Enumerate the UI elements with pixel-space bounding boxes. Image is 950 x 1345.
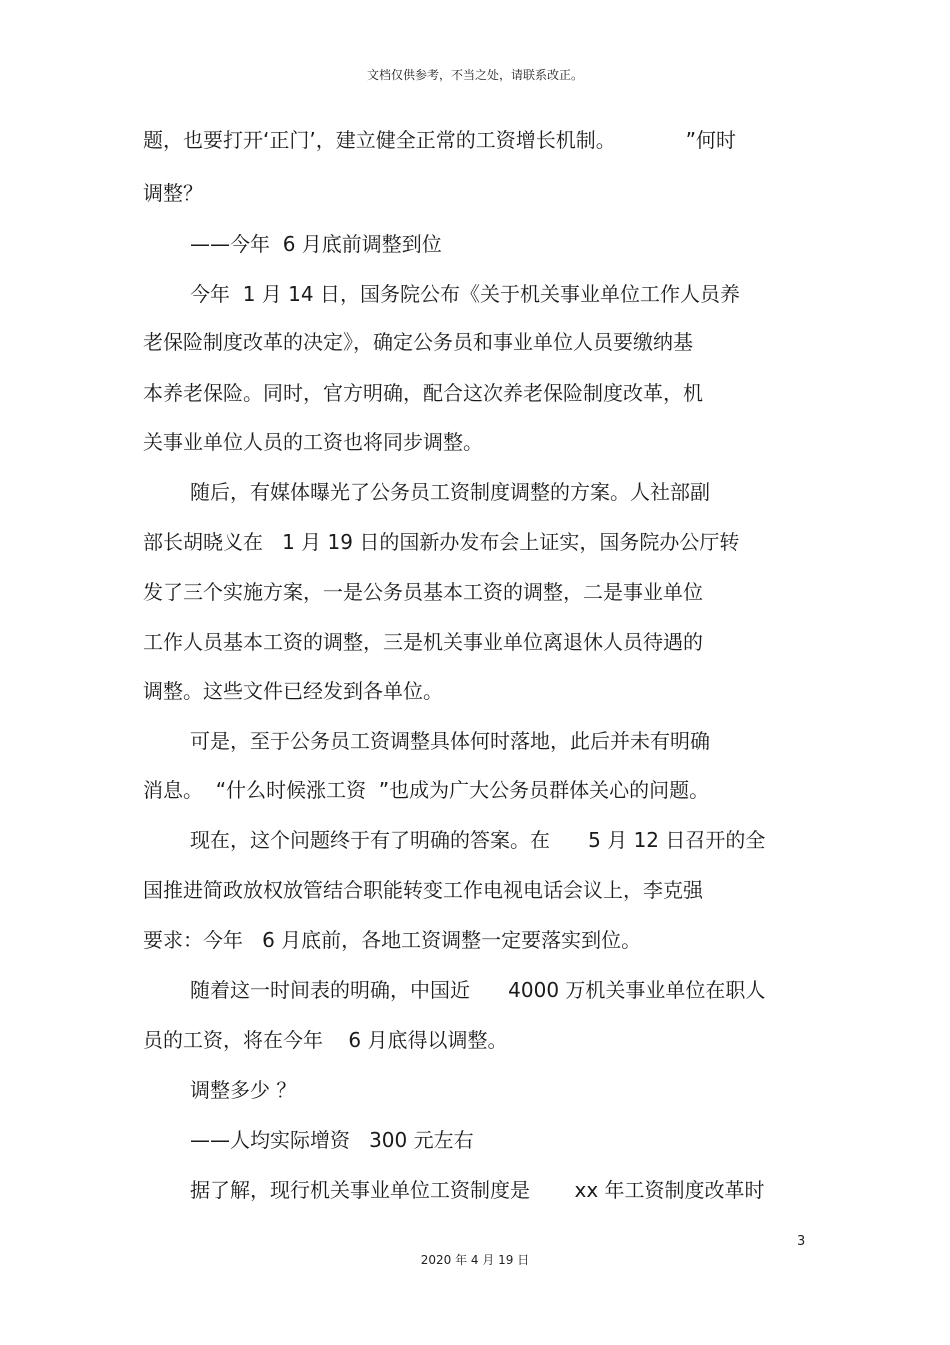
body-line: 随后，有媒体曝光了公务员工资制度调整的方案。人社部副 (190, 480, 710, 504)
body-line: 题，也要打开‘正门’，建立健全正常的工资增长机制。 ”何时 (143, 128, 737, 152)
body-line: ——人均实际增资 300 元左右 (190, 1128, 474, 1152)
body-line: 消息。 “什么时候涨工资 ”也成为广大公务员群体关心的问题。 (143, 778, 710, 802)
body-line: 要求：今年 6 月底前，各地工资调整一定要落实到位。 (143, 928, 642, 952)
body-line: 据了解，现行机关事业单位工资制度是 xx 年工资制度改革时 (190, 1178, 765, 1202)
body-line: 今年 1 月 14 日，国务院公布《关于机关事业单位工作人员养 (190, 282, 740, 306)
body-line: 员的工资，将在今年 6 月底得以调整。 (143, 1028, 508, 1052)
body-line: 现在，这个问题终于有了明确的答案。在 5 月 12 日召开的全 (190, 828, 766, 852)
footer-date: 2020 年 4 月 19 日 (420, 1253, 530, 1267)
body-line: 老保险制度改革的决定》，确定公务员和事业单位人员要缴纳基 (143, 330, 693, 354)
body-line: 国推进简政放权放管结合职能转变工作电视电话会议上，李克强 (143, 878, 703, 902)
body-line: 工作人员基本工资的调整，三是机关事业单位离退休人员待遇的 (143, 630, 703, 654)
body-line: 本养老保险。同时，官方明确，配合这次养老保险制度改革，机 (143, 381, 703, 405)
page-header-note: 文档仅供参考，不当之处，请联系改正。 (366, 68, 583, 82)
body-line: 调整多少 ？ (190, 1078, 297, 1102)
body-line: 部长胡晓义在 1 月 19 日的国新办发布会上证实，国务院办公厅转 (143, 530, 740, 554)
page-number: 3 (797, 1234, 806, 1249)
body-line: 调整。这些文件已经发到各单位。 (143, 679, 443, 703)
body-line: 调整？ (143, 181, 203, 205)
body-line: 发了三个实施方案，一是公务员基本工资的调整，二是事业单位 (143, 580, 703, 604)
body-line: 可是，至于公务员工资调整具体何时落地，此后并未有明确 (190, 729, 710, 753)
body-line: ——今年 6 月底前调整到位 (190, 232, 442, 256)
body-line: 随着这一时间表的明确，中国近 4000 万机关事业单位在职人 (190, 978, 766, 1002)
body-line: 关事业单位人员的工资也将同步调整。 (143, 430, 483, 454)
